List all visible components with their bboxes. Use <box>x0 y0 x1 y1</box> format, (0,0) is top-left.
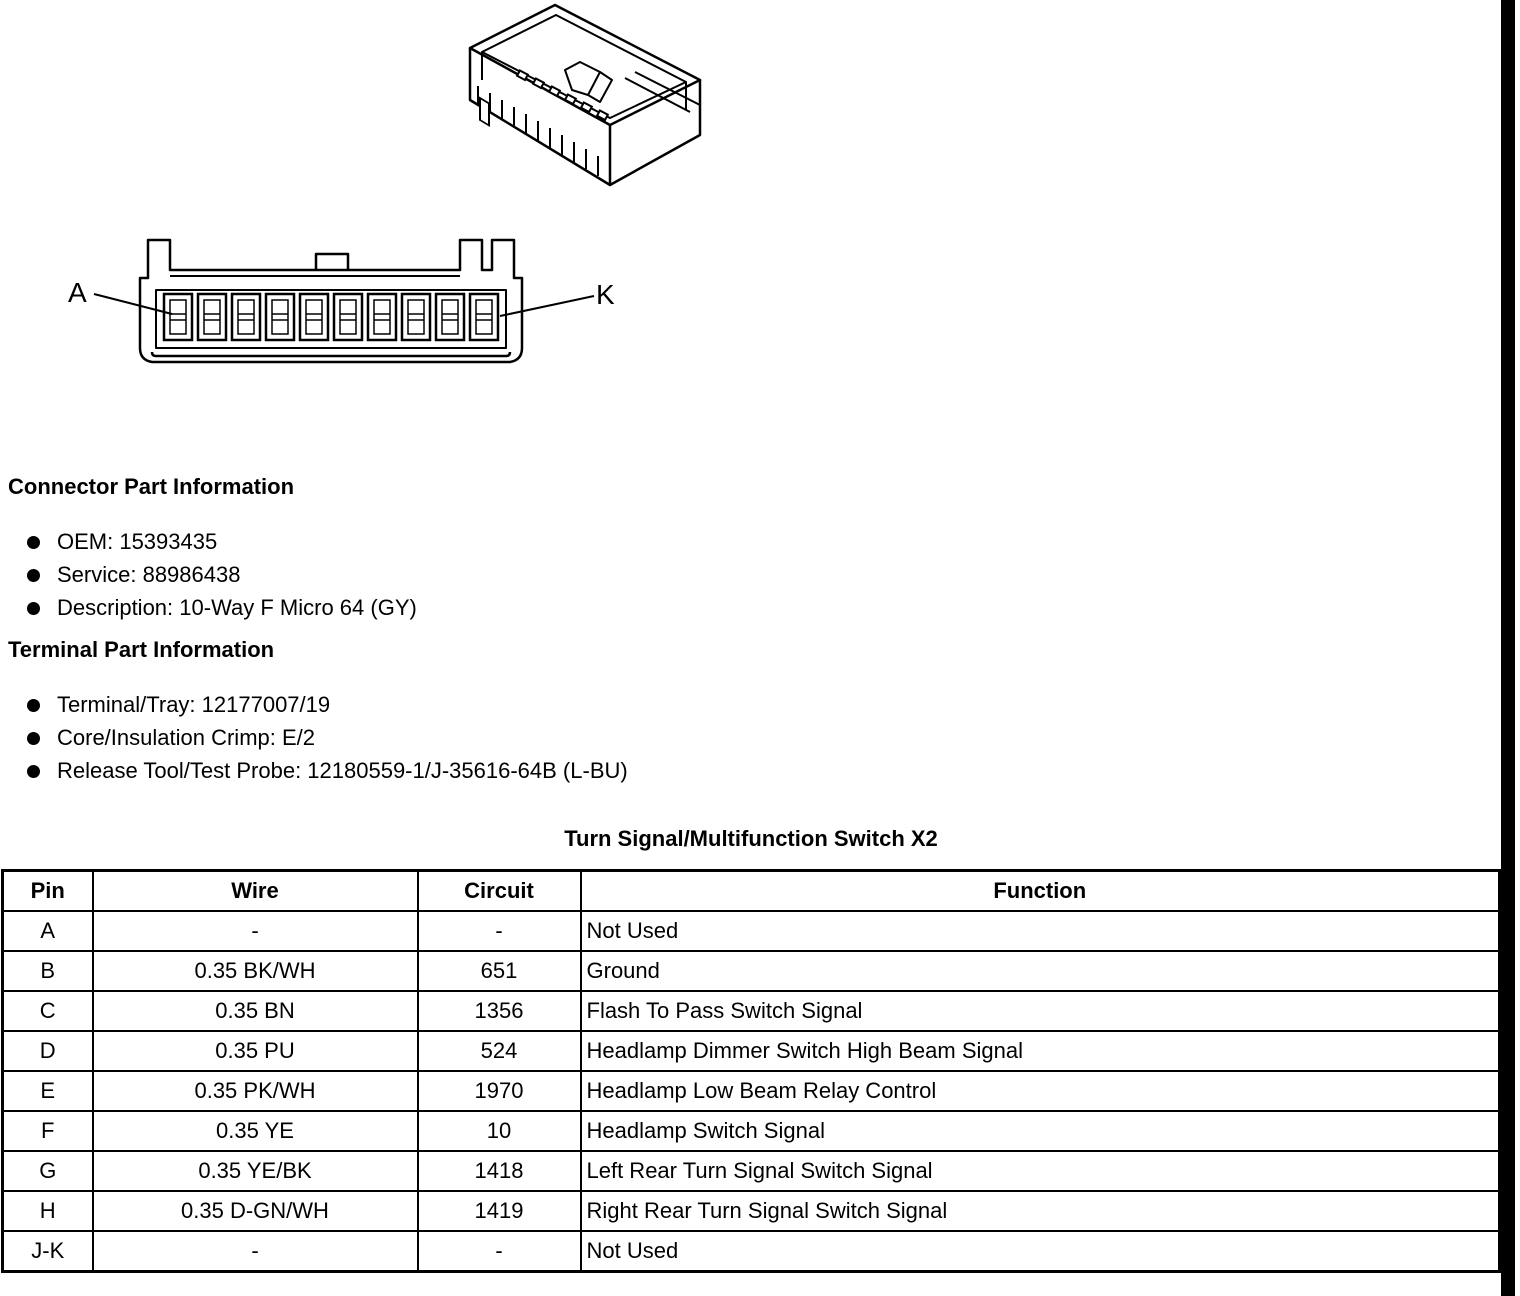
cell-pin: E <box>3 1071 93 1111</box>
cell-pin: F <box>3 1111 93 1151</box>
header-wire: Wire <box>93 871 418 912</box>
cell-circuit: - <box>418 1231 581 1272</box>
cell-wire: 0.35 BN <box>93 991 418 1031</box>
cell-wire: 0.35 PK/WH <box>93 1071 418 1111</box>
table-row <box>3 951 1500 991</box>
table-row <box>3 1151 1500 1191</box>
table-row <box>3 1071 1500 1111</box>
cell-pin: C <box>3 991 93 1031</box>
table-row <box>3 1111 1500 1151</box>
header-function: Function <box>581 871 1500 912</box>
cell-wire: 0.35 YE <box>93 1111 418 1151</box>
cell-function: Headlamp Switch Signal <box>581 1111 1500 1151</box>
cell-pin: A <box>3 911 93 951</box>
table-header-row <box>3 871 1500 912</box>
pinout-table-title: Turn Signal/Multifunction Switch X2 <box>564 826 938 851</box>
list-item: OEM: 15393435 <box>22 525 417 558</box>
list-item: Core/Insulation Crimp: E/2 <box>22 721 628 754</box>
cell-circuit: 1970 <box>418 1071 581 1111</box>
cell-circuit: 1419 <box>418 1191 581 1231</box>
list-item: Terminal/Tray: 12177007/19 <box>22 688 628 721</box>
cell-pin: D <box>3 1031 93 1071</box>
table-row <box>3 1031 1500 1071</box>
cell-circuit: 1356 <box>418 991 581 1031</box>
connector-isometric-drawing <box>460 0 720 200</box>
list-item: Description: 10-Way F Micro 64 (GY) <box>22 591 417 624</box>
cell-circuit: 10 <box>418 1111 581 1151</box>
cell-pin: B <box>3 951 93 991</box>
terminal-part-info-list <box>22 688 628 787</box>
header-pin: Pin <box>3 871 93 912</box>
cell-pin: H <box>3 1191 93 1231</box>
table-row <box>3 991 1500 1031</box>
cell-wire: - <box>93 911 418 951</box>
cell-wire: 0.35 BK/WH <box>93 951 418 991</box>
cell-function: Ground <box>581 951 1500 991</box>
connector-part-info-heading: Connector Part Information <box>8 474 295 499</box>
list-item: Release Tool/Test Probe: 12180559-1/J-35616-64B (L-BU) <box>22 754 628 787</box>
terminal-part-info-heading: Terminal Part Information <box>8 637 275 662</box>
table-row <box>3 1191 1500 1231</box>
cell-wire: 0.35 D-GN/WH <box>93 1191 418 1231</box>
connector-front-view-drawing <box>60 228 640 378</box>
connector-part-info-list <box>22 525 417 624</box>
cell-function: Flash To Pass Switch Signal <box>581 991 1500 1031</box>
cell-function: Right Rear Turn Signal Switch Signal <box>581 1191 1500 1231</box>
cell-circuit: 524 <box>418 1031 581 1071</box>
cell-pin: J-K <box>3 1231 93 1272</box>
header-circuit: Circuit <box>418 871 581 912</box>
pinout-table <box>1 869 1501 1273</box>
cell-function: Left Rear Turn Signal Switch Signal <box>581 1151 1500 1191</box>
table-row <box>3 911 1500 951</box>
cell-function: Not Used <box>581 1231 1500 1272</box>
pin-k-label: K <box>596 279 615 310</box>
page-edge-rule <box>1501 0 1515 1296</box>
cell-wire: 0.35 PU <box>93 1031 418 1071</box>
cell-pin: G <box>3 1151 93 1191</box>
cell-circuit: 1418 <box>418 1151 581 1191</box>
table-row <box>3 1231 1500 1272</box>
cell-function: Headlamp Dimmer Switch High Beam Signal <box>581 1031 1500 1071</box>
cell-function: Not Used <box>581 911 1500 951</box>
pin-a-label: A <box>68 277 87 308</box>
cell-function: Headlamp Low Beam Relay Control <box>581 1071 1500 1111</box>
list-item: Service: 88986438 <box>22 558 417 591</box>
cell-circuit: 651 <box>418 951 581 991</box>
cell-wire: 0.35 YE/BK <box>93 1151 418 1191</box>
cell-wire: - <box>93 1231 418 1272</box>
cell-circuit: - <box>418 911 581 951</box>
